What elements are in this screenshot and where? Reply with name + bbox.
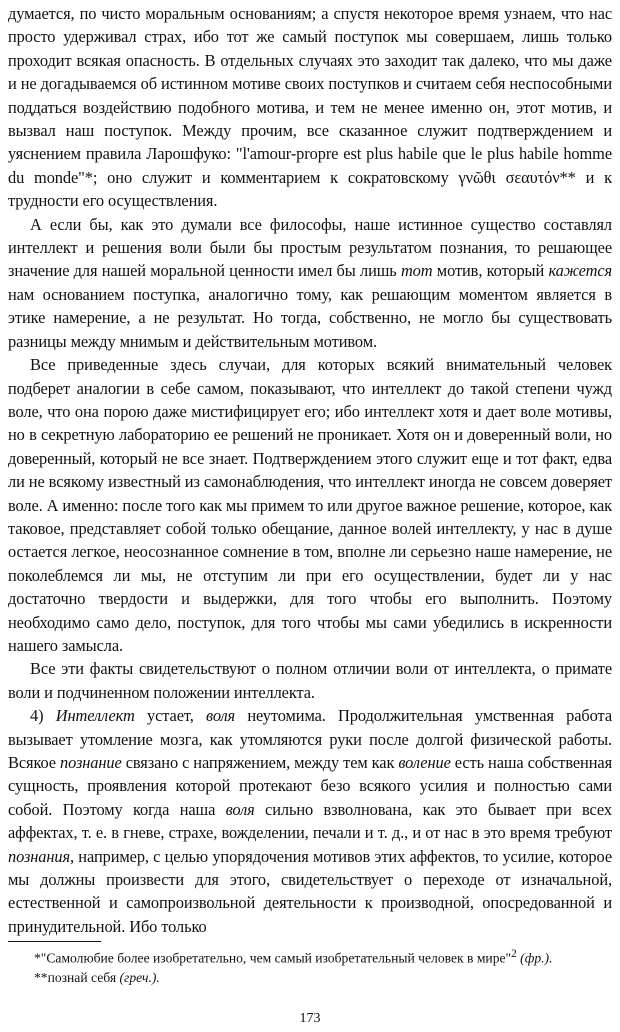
footnote-1 [8, 945, 612, 968]
main-text [8, 2, 612, 938]
footnote-divider [8, 941, 101, 942]
text-run: А если бы, как это думали все философы, наше истинное существо составлял интеллект и решения воли были бы простым результатом познания, то решающее значение для нашей моральной ценности имел бы лишь [8, 214, 612, 281]
footnote-ref: 2 [511, 948, 517, 960]
paragraph-1: думается, по чисто моральным основаниям; а спустя некоторое время узнаем, что нас просто удерживал страх, ибо тот же самый поступок мы совершаем, лишь только проходит всякая опасность. В отдельных случаях это заходит так далеко, что мы даже и не догадываемся об истинном мотиве своих поступков и считаем себя неспособными поддаться воздействию подобного мотива, и тем не менее именно он, этот мотив, и вызвал наш поступок. Между прочим, все сказанное служит подтверждением и уяснением правила Ларошфуко: "l'amour-propre est plus habile que le plus habile homme du monde"*; оно служит и комментарием к сократовскому γνῶθι σεαυτόν** и к трудности его осуществления. [8, 4, 612, 211]
italic-word: воля [225, 799, 255, 819]
text-run: например, с целью упорядочения мотивов этих аффектов, то усилие, которое мы должны произвести для этого, свидетельствует о переходе от изначальной, естественной и самопроизвольной деятельности к производной, опосредованной и принудительной. Ибо только [8, 846, 612, 936]
italic-word: познание [59, 753, 122, 772]
italic-word: тот [400, 261, 433, 281]
text-run: неутомима. Продолжительная умственная работа вызывает утомление мозга, как утомляются руки после долгой физической работы. Всякое [8, 706, 612, 772]
italic-word: воление [398, 753, 451, 772]
text-run: есть наша собственная сущность, проявления которой протекают безо всякого усилия и полностью сами собой. Поэтому когда наша [8, 753, 613, 819]
footnotes [8, 945, 612, 987]
paragraph-4: Все эти факты свидетельствуют о полном отличии воли от интеллекта, о примате воли и подчиненном положении интеллекта. [8, 659, 612, 702]
italic-word: воля [206, 706, 236, 726]
footnote-text: **познай себя [34, 969, 120, 985]
paragraph-3: Все приведенные здесь случаи, для которых всякий внимательный человек подберет аналогии в себе самом, показывают, что интеллект до такой степени чужд воле, что она порою даже мистифицирует его; ибо интеллект хотя и дает воле мотивы, но в секретную лабораторию ее решений не проникает. Хотя он и доверенный воли, но доверенный, который не все знает. Подтверждением этого служит еще и тот факт, едва ли не всякому известный из самонаблюдения, что интеллект иногда не совсем доверяет воле. А именно: после того как мы примем то или другое важное решение, которое, как таковое, представляет собой только обещание, данное волей интеллекту, у нас в душе остается легкое, неосознанное сомнение в том, вполне ли серьезно наше намерение, не поколеблемся ли мы, не отступим ли при его осуществлении, будет ли у нас достаточно твердости и выдержки, для того чтобы его выполнить. Поэтому необходимо само дело, поступок, для того чтобы мы сами убедились в искренности нашего замысла. [8, 355, 613, 655]
footnote-2 [8, 968, 612, 987]
text-run: 4) [30, 706, 56, 726]
footnote-lang: (фр.). [520, 950, 553, 966]
page-number: 173 [299, 1011, 321, 1026]
italic-word: Интеллект [55, 706, 135, 726]
text-run: нам основанием поступка, аналогично тому, как решающим моментом является в этике намерение, а не результат. Но тогда, собственно, не могло бы существовать разницы между мнимым и действительным мотивом. [8, 284, 612, 351]
text-run: связано с напряжением, между тем как [121, 753, 399, 772]
italic-word: кажется [548, 261, 613, 281]
paragraph-2 [8, 213, 612, 353]
paragraph-5 [8, 704, 612, 938]
text-run: мотив, который [432, 261, 549, 281]
footnote-lang: (греч.). [119, 969, 160, 985]
footnote-text: *"Самолюбие более изобретательно, чем самый изобретательный человек в мире" [34, 950, 512, 966]
italic-word: познания, [8, 846, 75, 866]
text-run: сильно взволнована, как это бывает при всех аффектах, т. е. в гневе, страхе, вожделении, печали и т. д., и от нас в это время требуют [8, 799, 612, 843]
text-run: устает, [134, 706, 207, 726]
